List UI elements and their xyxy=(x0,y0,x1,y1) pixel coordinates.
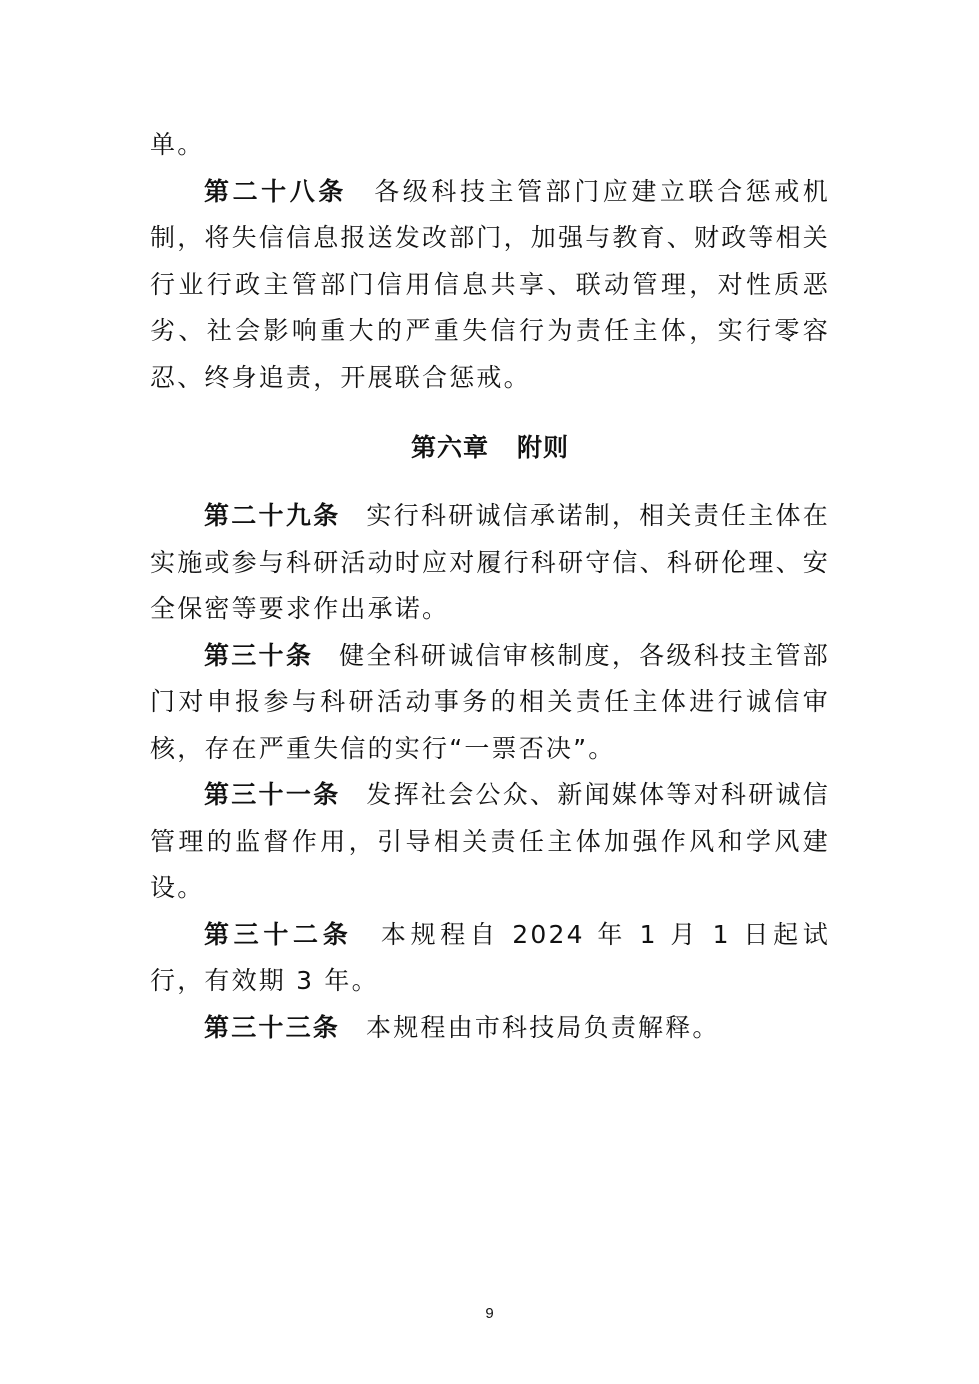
article-text: 实行科研诚信承诺制，相关责任主体在实施或参与科研活动时应对履行科研守信、科研伦理、安全保密等要求作出承诺。 xyxy=(150,501,831,623)
article-text: 发挥社会公众、新闻媒体等对科研诚信管理的监督作用，引导相关责任主体加强作风和学风建设。 xyxy=(150,780,830,902)
chapter-number: 第六章 xyxy=(410,433,489,462)
article-number: 第三十条 xyxy=(204,640,314,670)
article-text: 本规程由市科技局负责解释。 xyxy=(366,1012,720,1042)
article-31 xyxy=(150,772,830,912)
article-text: 健全科研诚信审核制度，各级科技主管部门对申报参与科研活动事务的相关责任主体进行诚信审核，存在严重失信的实行“一票否决”。 xyxy=(150,640,830,763)
article-number: 第二十九条 xyxy=(204,501,341,530)
continuation-text: 单。 xyxy=(150,130,205,159)
article-number: 第三十一条 xyxy=(204,780,341,809)
chapter-title: 附则 xyxy=(517,433,570,462)
article-number: 第三十三条 xyxy=(204,1012,341,1042)
chapter-heading xyxy=(150,425,830,471)
document-body xyxy=(150,122,830,1051)
article-text: 本规程自 2024 年 1 月 1 日起试行，有效期 3 年。 xyxy=(150,919,830,995)
article-30 xyxy=(150,633,830,773)
article-28 xyxy=(150,169,830,402)
article-32 xyxy=(150,912,830,1005)
article-text: 各级科技主管部门应建立联合惩戒机制，将失信信息报送发改部门，加强与教育、财政等相关行业行政主管部门信用信息共享、联动管理，对性质恶劣、社会影响重大的严重失信行为责任主体，实行零容忍、终身追责，开展联合惩戒。 xyxy=(150,176,831,392)
article-number: 第三十二条 xyxy=(204,919,353,949)
article-29 xyxy=(150,493,830,633)
page-number: 9 xyxy=(485,1305,494,1322)
article-33 xyxy=(150,1005,830,1052)
article-number: 第二十八条 xyxy=(204,176,347,206)
